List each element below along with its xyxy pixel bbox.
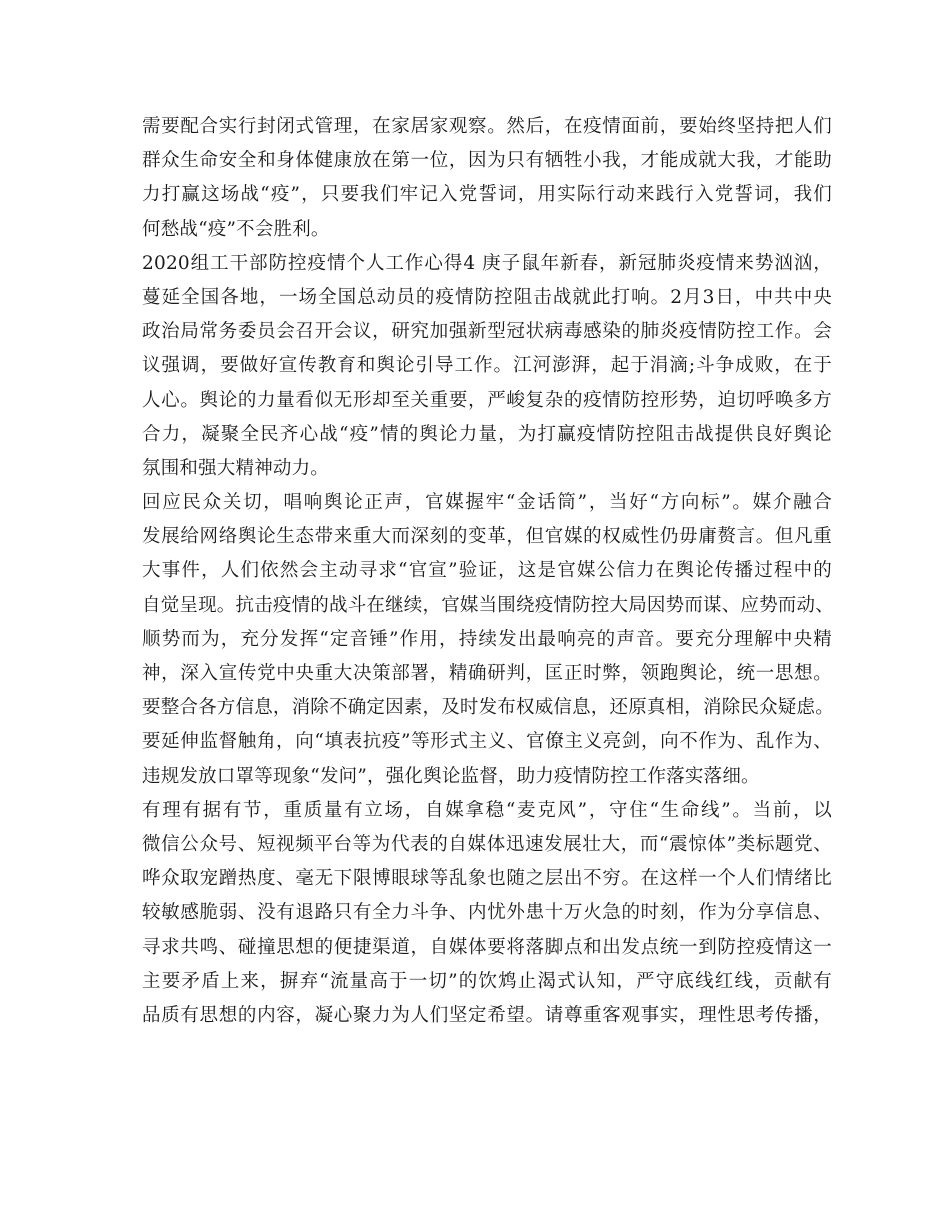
text-line: 回应民众关切，唱响舆论正声，官媒握牢“金话筒”，当好“方向标”。媒介融合 [142,492,832,514]
text-line: 人心。舆论的力量看似无形却至关重要，严峻复杂的疫情防控形势，迫切呼唤多方 [142,389,832,411]
text-line: 寻求共鸣、碰撞思想的便捷渠道，自媒体要将落脚点和出发点统一到防控疫情这一 [142,936,832,958]
text-line: 有理有据有节，重质量有立场，自媒拿稳“麦克风”，守住“生命线”。当前，以 [142,799,832,821]
text-line: 需要配合实行封闭式管理，在家居家观察。然后，在疫情面前，要始终坚持把人们 [142,116,832,137]
text-line: 力打赢这场战“疫”，只要我们牢记入党誓词，用实际行动来践行入党誓词，我们 [142,184,832,206]
text-line: 发展给网络舆论生态带来重大而深刻的变革，但官媒的权威性仍毋庸赘言。但凡重 [142,526,832,548]
text-line: 神，深入宣传党中央重大决策部署，精确研判，匡正时弊，领跑舆论，统一思想。 [142,663,832,684]
text-line: 政治局常务委员会召开会议，研究加强新型冠状病毒感染的肺炎疫情防控工作。会 [142,321,832,343]
text-line: 要延伸监督触角，向“填表抗疫”等形式主义、官僚主义亮剑，向不作为、乱作为、 [142,731,832,753]
text-line: 自觉呈现。抗击疫情的战斗在继续，官媒当围绕疫情防控大局因势而谋、应势而动、 [142,594,834,616]
text-line: 顺势而为，充分发挥“定音锤”作用，持续发出最响亮的声音。要充分理解中央精 [142,628,832,650]
text-line: 要整合各方信息，消除不确定因素，及时发布权威信息，还原真相，消除民众疑虑。 [142,697,834,719]
text-line: 群众生命安全和身体健康放在第一位，因为只有牺牲小我，才能成就大我，才能助 [142,150,832,172]
document-body [142,110,832,1033]
text-line: 合力，凝聚全民齐心战“疫”情的舆论力量，为打赢疫情防控阻击战提供良好舆论 [142,423,832,445]
text-line: 大事件，人们依然会主动寻求“官宣”验证，这是官媒公信力在舆论传播过程中的 [142,560,832,582]
text-line: 2020组工干部防控疫情个人工作心得4 庚子鼠年新春，新冠肺炎疫情来势汹汹， [142,252,832,274]
text-line: 议强调，要做好宣传教育和舆论引导工作。江河澎湃，起于涓滴;斗争成败，在于 [142,355,832,377]
text-line: 微信公众号、短视频平台等为代表的自媒体迅速发展壮大，而“震惊体”类标题党、 [142,833,832,855]
text-line: 品质有思想的内容，凝心聚力为人们坚定希望。请尊重客观事实，理性思考传播， [142,1004,832,1026]
text-line: 氛围和强大精神动力。 [142,457,330,479]
text-line: 主要矛盾上来，摒弃“流量高于一切”的饮鸩止渴式认知，严守底线红线，贡献有 [142,970,832,992]
text-line: 哗众取宠蹭热度、毫无下限博眼球等乱象也随之层出不穷。在这样一个人们情绪比 [142,868,832,890]
text-line: 违规发放口罩等现象“发问”，强化舆论监督，助力疫情防控工作落实落细。 [142,765,760,787]
text-line: 何愁战“疫”不会胜利。 [142,218,330,240]
text-line: 蔓延全国各地，一场全国总动员的疫情防控阻击战就此打响。2月3日，中共中央 [142,286,832,308]
text-line: 较敏感脆弱、没有退路只有全力斗争、内忧外患十万火急的时刻，作为分享信息、 [142,902,832,924]
